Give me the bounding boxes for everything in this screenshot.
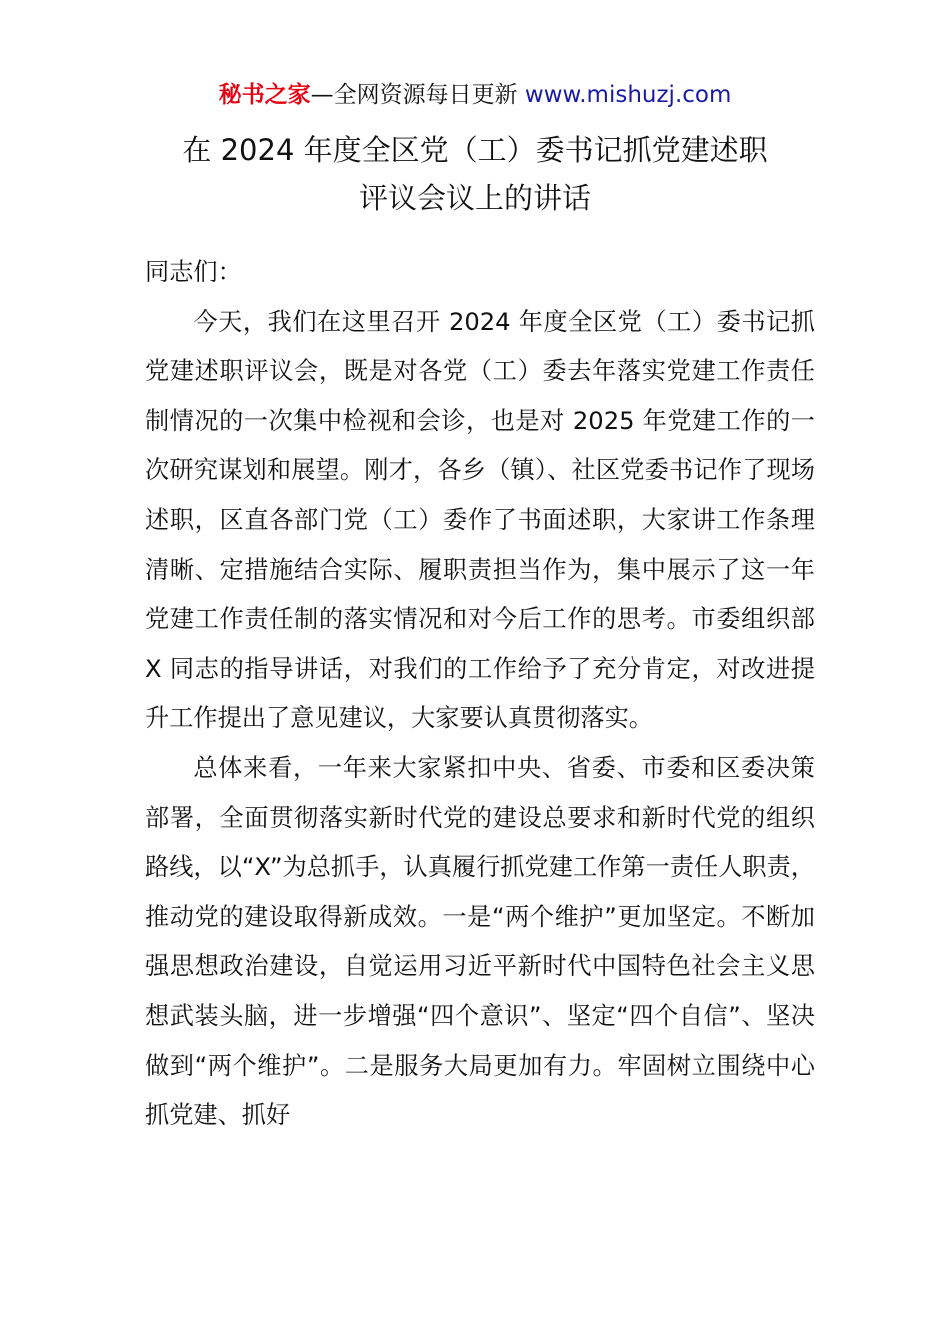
document-body: [145, 248, 815, 1141]
paragraph-2: 总体来看，一年来大家紧扣中央、省委、市委和区委决策部署，全面贯彻落实新时代党的建设总要求和新时代党的组织路线，以“X”为总抓手，认真履行抓党建工作第一责任人职责，推动党的建设取得新成效。一是“两个维护”更加坚定。不断加强思想政治建设，自觉运用习近平新时代中国特色社会主义思想武装头脑，进一步增强“四个意识”、坚定“四个自信”、坚决做到“两个维护”。二是服务大局更加有力。牢固树立围绕中心抓党建、抓好: [145, 753, 815, 1130]
site-url-link[interactable]: www.mishuzj.com: [524, 82, 732, 108]
title-line-1: 在 2024 年度全区党（工）委书记抓党建述职: [182, 133, 768, 167]
salutation: 同志们：: [145, 258, 242, 286]
brand-name: 秘书之家: [218, 82, 311, 108]
title-line-2: 评议会议上的讲话: [358, 181, 591, 215]
paragraph-1: 今天，我们在这里召开 2024 年度全区党（工）委书记抓党建述职评议会，既是对各党（工）委去年落实党建工作责任制情况的一次集中检视和会诊，也是对 2025 年党建工作的一次研究谋划和展望。刚才，各乡（镇）、社区党委书记作了现场述职，区直各部门党（工）委作了书面述职，大家讲工作条理清晰、定措施结合实际、履职责担当作为，集中展示了这一年党建工作责任制的落实情况和对今后工作的思考。市委组织部 X 同志的指导讲话，对我们的工作给予了充分肯定，对改进提升工作提出了意见建议，大家要认真贯彻落实。: [145, 307, 815, 733]
watermark-header: [0, 78, 950, 112]
document-title: [0, 126, 950, 222]
header-tagline: —全网资源每日更新: [310, 82, 525, 108]
